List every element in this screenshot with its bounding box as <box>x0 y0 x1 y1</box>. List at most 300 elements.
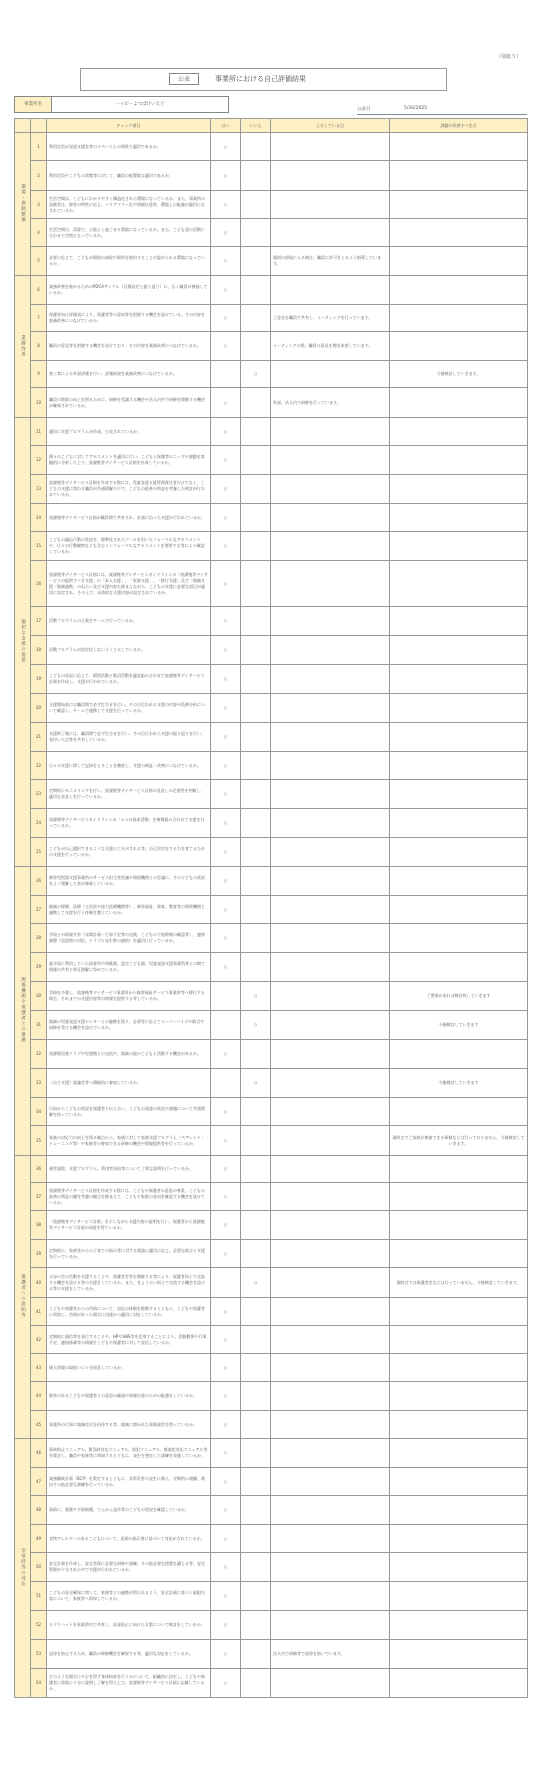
check-item-text: 利用定員が発達支援室等のスペースとの関係で適切であるか。 <box>47 133 211 161</box>
header-category <box>15 119 31 133</box>
yes-mark: ○ <box>211 636 241 665</box>
issue-note <box>390 388 528 418</box>
check-item-text: 放課後等デイサービスガイドラインの「４つの基本活動」を複数組み合わせて支援を行っているか。 <box>47 809 211 838</box>
check-item-text: 定期的に通信等を発行することや、HPやSNS等を活用することにより、活動概要や行事予定、連絡体制等の情報をこどもや保護者に対して発信しているか。 <box>47 1326 211 1354</box>
issue-note <box>390 1669 528 1698</box>
ingenuity-note <box>271 1098 390 1126</box>
issue-note <box>390 219 528 247</box>
issue-note <box>390 665 528 694</box>
office-name-value: ハッピーよつばけいえど <box>51 96 229 113</box>
yes-mark: ○ <box>211 446 241 475</box>
ingenuity-note <box>271 1011 390 1040</box>
item-number: 41 <box>31 1298 47 1326</box>
item-number: 26 <box>31 867 47 896</box>
item-number: 1 <box>31 133 47 161</box>
no-mark <box>241 1439 271 1468</box>
header-yes: はい <box>211 119 241 133</box>
item-number: 43 <box>31 1354 47 1382</box>
header-number <box>31 119 47 133</box>
issue-note <box>390 723 528 752</box>
check-item-text: 「放課後等デイサービス計画」を示しながら支援内容の説明を行い、保護者から放課後等デイサービス計画の同意を得ているか。 <box>47 1211 211 1240</box>
no-mark <box>241 896 271 924</box>
ingenuity-note: 個別の部屋に入る時は、職員に許可をとるよう指導しています。 <box>271 247 390 276</box>
table-row <box>15 1411 528 1439</box>
no-mark <box>241 1496 271 1525</box>
yes-mark: ○ <box>211 1240 241 1268</box>
table-row <box>15 607 528 636</box>
publish-date-value: 5/30/2025 <box>404 106 428 111</box>
yes-mark: ○ <box>211 665 241 694</box>
item-number: 45 <box>31 1411 47 1439</box>
no-mark <box>241 924 271 953</box>
check-item-text: 職員の資質の向上を図るために、研修を受講する機会や法人内外で研修を開催する機会が確保されているか。 <box>47 388 211 418</box>
no-mark <box>241 1156 271 1183</box>
issue-note <box>390 1382 528 1411</box>
yes-mark: ○ <box>211 1354 241 1382</box>
yes-mark: ○ <box>211 809 241 838</box>
appendix-label: （別紙５） <box>495 54 521 60</box>
ingenuity-note <box>271 1496 390 1525</box>
table-row <box>15 388 528 418</box>
no-mark <box>241 867 271 896</box>
title-box <box>80 68 447 91</box>
issue-note: ご要望があれば検討致していきます <box>390 982 528 1011</box>
publish-date-label: 公表日 <box>357 107 371 112</box>
table-row <box>15 475 528 504</box>
no-mark <box>241 446 271 475</box>
yes-mark: ○ <box>211 191 241 219</box>
table-row <box>15 305 528 332</box>
no-mark <box>241 475 271 504</box>
table-row <box>15 418 528 446</box>
yes-mark: ○ <box>211 953 241 982</box>
check-item-text: 地域の保健、医療（主治医や協力医療機関等）、障害福祉、保育、教育等の関係機関と連携して支援を行う体制を整えているか。 <box>47 896 211 924</box>
check-item-text: 業務継続計画（BCP）を策定するとともに、非常災害の発生に備え、定期的に避難、救出その他必要な訓練を行っているか。 <box>47 1468 211 1496</box>
issue-note <box>390 1298 528 1326</box>
item-number: 46 <box>31 1439 47 1468</box>
yes-mark <box>211 982 241 1011</box>
check-item-text: こどもの状況に応じて、個別活動と集団活動を適宜組み合わせて放課後等デイサービス計画を作成し、支援が行われているか。 <box>47 665 211 694</box>
yes-mark: ○ <box>211 1669 241 1698</box>
table-row <box>15 332 528 361</box>
header-check-item: チェック項目 <box>47 119 211 133</box>
item-number: 6 <box>31 276 47 305</box>
yes-mark: ○ <box>211 1411 241 1439</box>
ingenuity-note <box>271 982 390 1011</box>
no-mark <box>241 1553 271 1582</box>
item-number: 53 <box>31 1640 47 1669</box>
table-row <box>15 1240 528 1268</box>
ingenuity-note <box>271 133 390 161</box>
no-mark <box>241 191 271 219</box>
table-row <box>15 1669 528 1698</box>
ingenuity-note <box>271 1040 390 1069</box>
no-mark <box>241 133 271 161</box>
yes-mark: ○ <box>211 867 241 896</box>
yes-mark <box>211 361 241 388</box>
no-mark <box>241 665 271 694</box>
ingenuity-note <box>271 161 390 191</box>
issue-note <box>390 446 528 475</box>
yes-mark: ○ <box>211 780 241 809</box>
category-label: 環境・体制整備 <box>20 183 26 223</box>
issue-note <box>390 133 528 161</box>
no-mark <box>241 418 271 446</box>
item-number: 23 <box>31 780 47 809</box>
item-number: 47 <box>31 1468 47 1496</box>
category-cell <box>15 867 31 1156</box>
check-item-text: 安全計画を作成し、安全管理に必要な研修や訓練、その他必要な措置を講じる等、安全管理が十分された中で支援が行われているか。 <box>47 1553 211 1582</box>
issue-note <box>390 924 528 953</box>
yes-mark: ○ <box>211 1611 241 1640</box>
check-item-text: 事業所の行事に地域住民を招待する等、地域に開かれた事業運営を図っているか。 <box>47 1411 211 1439</box>
check-item-text: 職員の意見等を把握する機会を設けており、その内容を業務改善につなげているか。 <box>47 332 211 361</box>
public-badge: 公表 <box>169 73 199 85</box>
ingenuity-note <box>271 1439 390 1468</box>
no-mark: ○ <box>241 982 271 1011</box>
yes-mark: ○ <box>211 752 241 780</box>
table-row <box>15 532 528 561</box>
check-item-text: こどもの適応行動の状況を、標準化されたツールを用いたフォーマルなアセスメントや、日々の行動観察なども含むインフォーマルなアセスメントを使用する等により確認しているか。 <box>47 532 211 561</box>
no-mark <box>241 561 271 607</box>
issue-note <box>390 694 528 723</box>
table-row <box>15 1611 528 1640</box>
issue-note <box>390 896 528 924</box>
item-number: 11 <box>31 418 47 446</box>
item-number: 36 <box>31 1156 47 1183</box>
table-row <box>15 561 528 607</box>
check-item-text: 保護者向け評価表により、保護者等の意向等を把握する機会を設けている。その内容を業務改善につなげているか。 <box>47 305 211 332</box>
table-row <box>15 1298 528 1326</box>
issue-note <box>390 1040 528 1069</box>
no-mark <box>241 1611 271 1640</box>
table-row <box>15 838 528 867</box>
no-mark <box>241 1240 271 1268</box>
issue-note <box>390 809 528 838</box>
no-mark: ○ <box>241 1268 271 1298</box>
item-number: 44 <box>31 1382 47 1411</box>
item-number: 51 <box>31 1582 47 1611</box>
ingenuity-note <box>271 361 390 388</box>
issue-note <box>390 1582 528 1611</box>
check-item-text: こどもの安全確保に関して、家族等との連携が図られるよう、安全計画に基づく取組内容について、家族等へ周知しているか。 <box>47 1582 211 1611</box>
item-number: 7 <box>31 305 47 332</box>
check-item-text: 必要に応じて、こどもが個別の部屋や場所を使用することが認められる環境になっているか。 <box>47 247 211 276</box>
self-evaluation-table <box>14 118 528 1698</box>
ingenuity-note: 法人内で研修等で虐待を防いでいます。 <box>271 1640 390 1669</box>
issue-note <box>390 1240 528 1268</box>
item-number: 30 <box>31 982 47 1011</box>
no-mark <box>241 1411 271 1439</box>
check-item-text: ヒヤリハットを事業所内で共有し、再発防止に向けた方策について検討をしているか。 <box>47 1611 211 1640</box>
check-item-text: 利用定員やこどもの状態等に対して、職員の配置数は適切であるか。 <box>47 161 211 191</box>
yes-mark: ○ <box>211 723 241 752</box>
ingenuity-note: 外部、法人内で研修を行っています。 <box>271 388 390 418</box>
ingenuity-note <box>271 446 390 475</box>
no-mark <box>241 332 271 361</box>
table-row <box>15 723 528 752</box>
issue-note: 現時点では保護者会などは行っていません。今後検討していきます。 <box>390 1268 528 1298</box>
no-mark <box>241 388 271 418</box>
header-ingenuity: 工夫している点 <box>271 119 390 133</box>
no-mark <box>241 1669 271 1698</box>
no-mark <box>241 1640 271 1669</box>
no-mark <box>241 247 271 276</box>
yes-mark: ○ <box>211 504 241 532</box>
ingenuity-note <box>271 1382 390 1411</box>
issue-note <box>390 1211 528 1240</box>
ingenuity-note <box>271 694 390 723</box>
no-mark: ○ <box>241 1011 271 1040</box>
category-label: 業務改善 <box>20 334 26 357</box>
issue-note <box>390 838 528 867</box>
item-number: 4 <box>31 219 47 247</box>
item-number: 21 <box>31 723 47 752</box>
item-number: 34 <box>31 1098 47 1126</box>
category-label: 保護者への説明等 <box>20 1274 26 1318</box>
item-number: 14 <box>31 504 47 532</box>
header-issues: 課題や改善すべき点 <box>390 119 528 133</box>
item-number: 29 <box>31 953 47 982</box>
ingenuity-note <box>271 636 390 665</box>
table-row <box>15 1553 528 1582</box>
header-no: いいえ <box>241 119 271 133</box>
yes-mark: ○ <box>211 1553 241 1582</box>
ingenuity-note <box>271 1468 390 1496</box>
issue-note <box>390 532 528 561</box>
ingenuity-note <box>271 665 390 694</box>
table-row <box>15 694 528 723</box>
category-label: 非常時等の対応 <box>20 1547 26 1587</box>
ingenuity-note: ご意見を職員で共有し、ミーティングを行っています。 <box>271 305 390 332</box>
item-number: 18 <box>31 636 47 665</box>
issue-note <box>390 1439 528 1468</box>
check-item-text: 父母の会の活動を支援することや、保護者会等を開催する等により、保護者同士で交流する機会を設ける等の支援をしているか。また、きょうだい同士で交流する機会を設ける等の支援をしているか。 <box>47 1268 211 1298</box>
item-number: 17 <box>31 607 47 636</box>
table-row <box>15 1326 528 1354</box>
no-mark <box>241 1582 271 1611</box>
check-item-text: 定期的に、家族等からの子育ての悩み等に対する相談に適切に応じ、必要な助言と支援を行っているか。 <box>47 1240 211 1268</box>
ingenuity-note <box>271 1582 390 1611</box>
ingenuity-note <box>271 532 390 561</box>
table-row <box>15 1439 528 1468</box>
item-number: 25 <box>31 838 47 867</box>
yes-mark: ○ <box>211 247 241 276</box>
issue-note <box>390 607 528 636</box>
item-number: 19 <box>31 665 47 694</box>
issue-note <box>390 418 528 446</box>
office-name-label: 事業所名 <box>14 96 52 113</box>
issue-note <box>390 161 528 191</box>
ingenuity-note <box>271 1326 390 1354</box>
table-row <box>15 982 528 1011</box>
item-number: 32 <box>31 1040 47 1069</box>
yes-mark: ○ <box>211 1326 241 1354</box>
item-number: 16 <box>31 561 47 607</box>
check-item-text: （自立支援）協議会等へ積極的に参加しているか。 <box>47 1069 211 1098</box>
no-mark <box>241 607 271 636</box>
check-item-text: 学校を卒業し、放課後等デイサービス事業所から障害福祉サービス事業所等へ移行する場合、それまでの支援内容等の情報を提供する等しているか。 <box>47 982 211 1011</box>
table-row <box>15 446 528 475</box>
no-mark <box>241 1525 271 1553</box>
item-number: 5 <box>31 247 47 276</box>
check-item-text: 放課後等デイサービス計画を作成する際には、こどもや保護者の意思の尊重、こどもの最善の利益の優先考慮の観点を踏まえて、こどもや家族の意向を確認する機会を設けているか。 <box>47 1183 211 1211</box>
table-row <box>15 896 528 924</box>
yes-mark: ○ <box>211 1468 241 1496</box>
item-number: 22 <box>31 752 47 780</box>
table-row <box>15 1156 528 1183</box>
table-row <box>15 1382 528 1411</box>
ingenuity-note <box>271 475 390 504</box>
no-mark <box>241 723 271 752</box>
item-number: 27 <box>31 896 47 924</box>
check-item-text: 障害のあるこどもや保護者との意思の疎通や情報伝達のための配慮をしているか。 <box>47 1382 211 1411</box>
item-number: 37 <box>31 1183 47 1211</box>
issue-note <box>390 247 528 276</box>
yes-mark: ○ <box>211 1525 241 1553</box>
item-number: 35 <box>31 1126 47 1156</box>
check-item-text: どのような場合にやむを得ず身体拘束を行うかについて、組織的に決定し、こどもや保護者に事前に十分に説明し了解を得た上で、放課後等デイサービス計画に記載しているか。 <box>47 1669 211 1698</box>
check-item-text: 地域の児童発達支援センターとの連携を図り、必要等に応じてスーパーバイズや助言や研修を受ける機会を設けているか。 <box>47 1011 211 1040</box>
check-item-text: 第三者による外部評価を行い、評価結果を業務改善につなげているか。 <box>47 361 211 388</box>
ingenuity-note: ミーティングの際、職員の意見を聞き改善しています。 <box>271 332 390 361</box>
no-mark <box>241 305 271 332</box>
ingenuity-note <box>271 953 390 982</box>
table-row <box>15 665 528 694</box>
yes-mark: ○ <box>211 475 241 504</box>
ingenuity-note <box>271 504 390 532</box>
no-mark <box>241 1183 271 1211</box>
yes-mark: ○ <box>211 1640 241 1669</box>
check-item-text: 放課後等デイサービス計画が職員間で共有され、計画に沿った支援が行われているか。 <box>47 504 211 532</box>
ingenuity-note <box>271 1298 390 1326</box>
no-mark <box>241 953 271 982</box>
ingenuity-note <box>271 1553 390 1582</box>
item-number: 9 <box>31 361 47 388</box>
item-number: 54 <box>31 1669 47 1698</box>
ingenuity-note <box>271 723 390 752</box>
ingenuity-note <box>271 1611 390 1640</box>
check-item-text: 事前に、服薬や予防接種、てんかん発作等のこどもの状況を確認しているか。 <box>47 1496 211 1525</box>
check-item-text: 運営規程、支援プログラム、利用者負担等について丁寧な説明を行っているか。 <box>47 1156 211 1183</box>
issue-note <box>390 1468 528 1496</box>
item-number: 3 <box>31 191 47 219</box>
issue-note <box>390 332 528 361</box>
no-mark <box>241 219 271 247</box>
item-number: 20 <box>31 694 47 723</box>
no-mark: ○ <box>241 1069 271 1098</box>
ingenuity-note <box>271 1525 390 1553</box>
issue-note <box>390 1354 528 1382</box>
issue-note: 今後検討していきます。 <box>390 361 528 388</box>
item-number: 52 <box>31 1611 47 1640</box>
ingenuity-note <box>271 780 390 809</box>
ingenuity-note <box>271 1268 390 1298</box>
item-number: 40 <box>31 1268 47 1298</box>
table-row <box>15 953 528 982</box>
no-mark <box>241 1382 271 1411</box>
table-row <box>15 276 528 305</box>
issue-note <box>390 1183 528 1211</box>
table-row <box>15 1183 528 1211</box>
issue-note <box>390 475 528 504</box>
check-item-text: 放課後児童クラブや児童館との交流や、地域の他のこどもと活動する機会があるか。 <box>47 1040 211 1069</box>
no-mark <box>241 504 271 532</box>
table-row <box>15 1496 528 1525</box>
ingenuity-note <box>271 1669 390 1698</box>
check-item-text: 生活空間は、こどもにわかりやすく構造化された環境になっているか。また、事業所の設備等は、障害の特性に応じ、バリアフリー化や情報伝達等、環境上の配慮が適切になされているか。 <box>47 191 211 219</box>
item-number: 49 <box>31 1525 47 1553</box>
yes-mark: ○ <box>211 1126 241 1156</box>
ingenuity-note <box>271 191 390 219</box>
yes-mark <box>211 1011 241 1040</box>
yes-mark: ○ <box>211 161 241 191</box>
yes-mark: ○ <box>211 532 241 561</box>
issue-note <box>390 1553 528 1582</box>
yes-mark: ○ <box>211 924 241 953</box>
ingenuity-note <box>271 1069 390 1098</box>
issue-note <box>390 1611 528 1640</box>
yes-mark: ○ <box>211 838 241 867</box>
no-mark <box>241 1211 271 1240</box>
check-item-text: 放課後等デイサービス計画には、放課後等デイサービスガイドラインの「放課後等デイサービスの提供すべき支援」の「本人支援」、「家族支援」、「移行支援」及び「地域支援・地域連携」のねらい及び支援内容も踏まえながら、こどもの支援に必要な項目が適切に設定され、その上で、具体的な支援内容が設定されているか。 <box>47 561 211 607</box>
category-cell <box>15 418 31 867</box>
issue-note: 今後検討していきます <box>390 1069 528 1098</box>
ingenuity-note <box>271 867 390 896</box>
item-number: 48 <box>31 1496 47 1525</box>
no-mark: ○ <box>241 361 271 388</box>
check-item-text: 個人情報の取扱いに十分留意しているか。 <box>47 1354 211 1382</box>
table-row <box>15 1268 528 1298</box>
check-item-text: 支援終了後には、職員間で必ず打合せを行い、その日行われた支援の振り返りを行い、気付いた点等を共有しているか。 <box>47 723 211 752</box>
table-header-row <box>15 119 528 133</box>
table-row <box>15 133 528 161</box>
yes-mark: ○ <box>211 1156 241 1183</box>
check-item-text: こどもが自己選択できるような支援の工夫がされる等、自己決定をする力を育てるための支援を行っているか。 <box>47 838 211 867</box>
yes-mark: ○ <box>211 1098 241 1126</box>
item-number: 2 <box>31 161 47 191</box>
yes-mark: ○ <box>211 896 241 924</box>
ingenuity-note <box>271 1183 390 1211</box>
ingenuity-note <box>271 561 390 607</box>
yes-mark <box>211 1268 241 1298</box>
yes-mark: ○ <box>211 1211 241 1240</box>
check-item-text: 活動プログラムが固定化しないよう工夫しているか。 <box>47 636 211 665</box>
check-item-text: 食物アレルギーのあるこどもについて、医師の指示書に基づいて対応がされているか。 <box>47 1525 211 1553</box>
issue-note <box>390 636 528 665</box>
check-item-text: 放課後等デイサービス計画を作成する際には、児童発達支援管理責任者だけでなく、こどもの支援に関わる職員が共通理解の下で、こどもの最善の利益を考慮した検討が行われているか。 <box>47 475 211 504</box>
check-item-text: 定期的にモニタリングを行い、放課後等デイサービス計画の見直しの必要性を判断し、適切な見直しを行っているか。 <box>47 780 211 809</box>
yes-mark: ○ <box>211 305 241 332</box>
check-item-text: 生活空間は、清潔で、心地よく過ごせる環境になっているか。また、こども達の活動に合わせた空間となっているか。 <box>47 219 211 247</box>
ingenuity-note <box>271 418 390 446</box>
ingenuity-note <box>271 1411 390 1439</box>
table-row <box>15 752 528 780</box>
table-row <box>15 191 528 219</box>
table-row <box>15 361 528 388</box>
ingenuity-note <box>271 896 390 924</box>
table-row <box>15 867 528 896</box>
category-label: 適切な支援の提供 <box>20 619 26 663</box>
ingenuity-note <box>271 1156 390 1183</box>
issue-note <box>390 953 528 982</box>
item-number: 42 <box>31 1326 47 1354</box>
category-cell <box>15 133 31 276</box>
no-mark <box>241 1298 271 1326</box>
table-row <box>15 780 528 809</box>
issue-note: 今後検討していきます <box>390 1011 528 1040</box>
page-title: 事業所における自己評価結果 <box>215 75 306 83</box>
